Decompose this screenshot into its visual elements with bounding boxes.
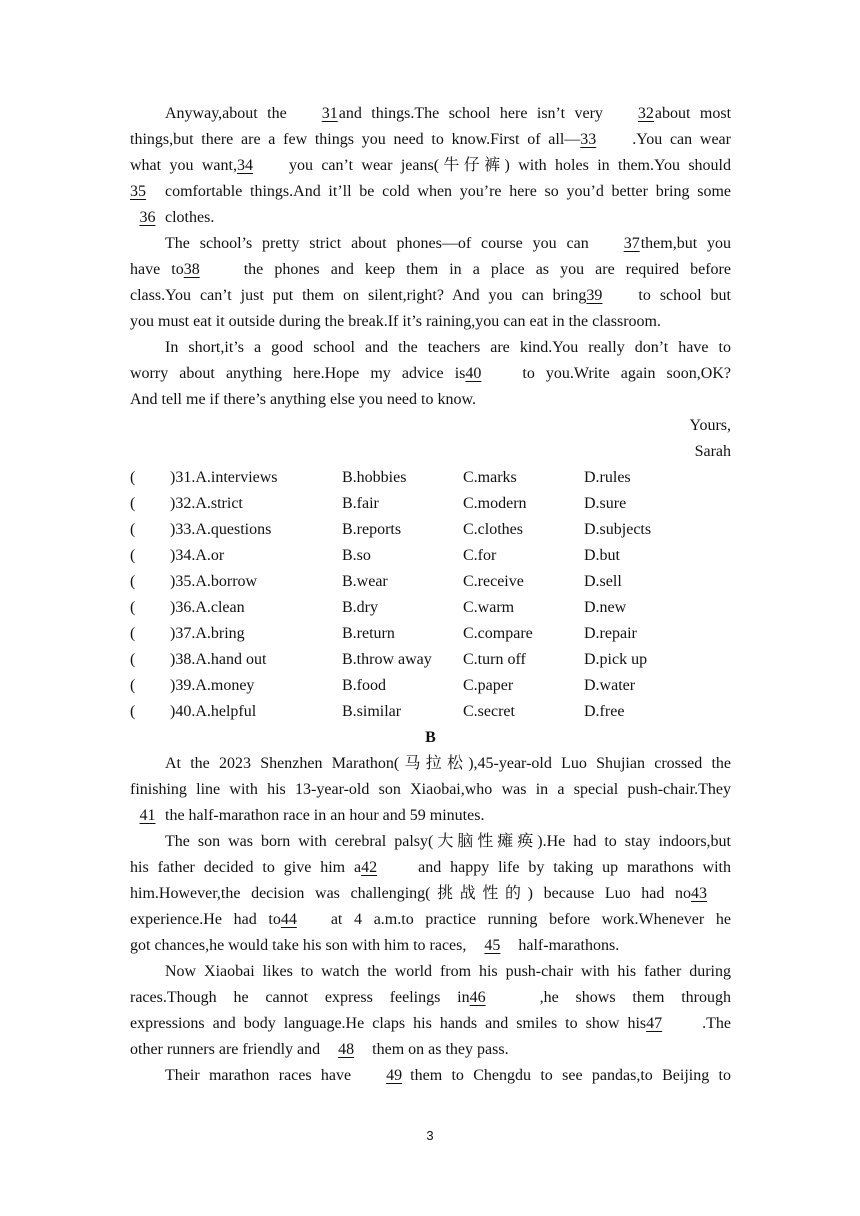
option-row bbox=[130, 621, 731, 647]
text-line bbox=[130, 1011, 731, 1037]
text-run: Their marathon races have bbox=[165, 1067, 352, 1084]
text-run: races.Though he cannot express feelings in bbox=[130, 989, 470, 1006]
option-c: C.warm bbox=[463, 599, 515, 616]
blank-38: 38 bbox=[183, 261, 200, 278]
text-line bbox=[130, 127, 731, 153]
text-line bbox=[130, 283, 731, 309]
page-number: 3 bbox=[426, 1128, 434, 1143]
blank-41: 41 bbox=[139, 807, 156, 824]
blank-46: 46 bbox=[469, 989, 486, 1006]
answer-paren: ( bbox=[130, 651, 136, 668]
answer-paren: ( bbox=[130, 521, 136, 538]
text-run: class.You can’t just put them on silent,right? And you can bring bbox=[130, 287, 587, 304]
blank-33: 33 bbox=[580, 131, 597, 148]
paragraph bbox=[130, 829, 731, 959]
option-b: B.similar bbox=[342, 703, 402, 720]
text-line bbox=[130, 855, 731, 881]
text-run: and things.The school here isn’t very bbox=[338, 105, 603, 122]
text-line bbox=[130, 361, 731, 387]
answer-paren: ( bbox=[130, 599, 136, 616]
text-run: about most bbox=[654, 105, 732, 122]
blank-45: 45 bbox=[484, 937, 501, 954]
section-b-title: B bbox=[425, 729, 436, 746]
option-d: D.free bbox=[584, 703, 625, 720]
text-line bbox=[130, 153, 731, 179]
option-d: D.sell bbox=[584, 573, 622, 590]
text-run: And tell me if there’s anything else you need to know. bbox=[130, 391, 476, 408]
option-d: D.repair bbox=[584, 625, 637, 642]
text-line bbox=[130, 907, 731, 933]
blank-36: 36 bbox=[139, 209, 156, 226]
text-run: expressions and body language.He claps his hands and smiles to show his bbox=[130, 1015, 647, 1032]
text-run: .The bbox=[702, 1015, 731, 1032]
option-c: C.secret bbox=[463, 703, 515, 720]
option-a: )31.A.interviews bbox=[170, 469, 278, 486]
option-row bbox=[130, 517, 731, 543]
text-run: The school’s pretty strict about phones—of course you can bbox=[165, 235, 589, 252]
option-a: )34.A.or bbox=[170, 547, 225, 564]
text-run: the phones and keep them in a place as you are required before bbox=[243, 261, 731, 278]
text-run: the half-marathon race in an hour and 59 minutes. bbox=[165, 807, 485, 824]
option-row bbox=[130, 543, 731, 569]
option-a: )40.A.helpful bbox=[170, 703, 257, 720]
option-b: B.dry bbox=[342, 599, 378, 616]
text-run: worry about anything here.Hope my advice is bbox=[130, 365, 466, 382]
option-b: B.hobbies bbox=[342, 469, 407, 486]
blank-35: 35 bbox=[130, 183, 146, 200]
text-run: Now Xiaobai likes to watch the world from his push-chair with his father during bbox=[165, 963, 731, 980]
signature: Sarah bbox=[694, 443, 731, 460]
option-row bbox=[130, 647, 731, 673]
option-a: )33.A.questions bbox=[170, 521, 272, 538]
answer-paren: ( bbox=[130, 469, 136, 486]
text-run: his father decided to give him a bbox=[130, 859, 362, 876]
option-c: C.modern bbox=[463, 495, 527, 512]
text-run: At the 2023 Shenzhen Marathon(马拉松),45-year-old Luo Shujian crossed the bbox=[165, 755, 731, 772]
closing: Yours, bbox=[689, 417, 731, 434]
text-run: what you want, bbox=[130, 157, 237, 174]
text-line bbox=[130, 881, 731, 907]
text-line bbox=[130, 309, 731, 335]
option-d: D.water bbox=[584, 677, 636, 694]
text-run: clothes. bbox=[165, 209, 215, 226]
option-row bbox=[130, 569, 731, 595]
text-run: have to bbox=[130, 261, 184, 278]
blank-48: 48 bbox=[338, 1041, 355, 1058]
option-c: C.clothes bbox=[463, 521, 523, 538]
blank-47: 47 bbox=[646, 1015, 663, 1032]
option-row bbox=[130, 491, 731, 517]
option-d: D.new bbox=[584, 599, 627, 616]
text-run: finishing line with his 13-year-old son Xiaobai,who was in a special push-chair.They bbox=[130, 781, 731, 798]
text-line bbox=[130, 829, 731, 855]
text-run: other runners are friendly and bbox=[130, 1041, 321, 1058]
answer-paren: ( bbox=[130, 547, 136, 564]
paragraph bbox=[130, 959, 731, 1063]
passage-a bbox=[130, 101, 731, 465]
option-a: )35.A.borrow bbox=[170, 573, 258, 590]
option-row bbox=[130, 673, 731, 699]
answer-paren: ( bbox=[130, 573, 136, 590]
paragraph bbox=[130, 335, 731, 413]
text-line bbox=[130, 231, 731, 257]
text-run: you must eat it outside during the break.If it’s raining,you can eat in the classroom. bbox=[130, 313, 661, 330]
text-line bbox=[130, 1063, 731, 1089]
option-d: D.sure bbox=[584, 495, 627, 512]
option-b: B.fair bbox=[342, 495, 379, 512]
text-run: Anyway,about the bbox=[165, 105, 287, 122]
text-run: you can’t wear jeans(牛仔裤) with holes in them.You should bbox=[288, 157, 731, 174]
text-run: them to Chengdu to see pandas,to Beijing to bbox=[410, 1067, 731, 1084]
option-c: C.turn off bbox=[463, 651, 526, 668]
answer-paren: ( bbox=[130, 625, 136, 642]
option-a: )37.A.bring bbox=[170, 625, 245, 642]
blank-31: 31 bbox=[321, 105, 338, 122]
option-b: B.food bbox=[342, 677, 386, 694]
option-b: B.throw away bbox=[342, 651, 432, 668]
option-row bbox=[130, 699, 731, 725]
text-run: them,but you bbox=[640, 235, 732, 252]
text-line bbox=[130, 933, 731, 959]
text-run: and happy life by taking up marathons with bbox=[418, 859, 732, 876]
option-d: D.subjects bbox=[584, 521, 652, 538]
text-line bbox=[130, 387, 731, 413]
option-c: C.paper bbox=[463, 677, 514, 694]
option-c: C.marks bbox=[463, 469, 517, 486]
options-table bbox=[130, 465, 731, 725]
blank-44: 44 bbox=[280, 911, 297, 928]
option-b: B.so bbox=[342, 547, 371, 564]
blank-43: 43 bbox=[691, 885, 707, 902]
text-run: them on as they pass. bbox=[372, 1041, 509, 1058]
text-line bbox=[130, 335, 731, 361]
blank-49: 49 bbox=[386, 1067, 403, 1084]
blank-37: 37 bbox=[623, 235, 640, 252]
option-d: D.pick up bbox=[584, 651, 648, 668]
option-a: )38.A.hand out bbox=[170, 651, 267, 668]
option-b: B.wear bbox=[342, 573, 388, 590]
option-b: B.reports bbox=[342, 521, 402, 538]
text-line bbox=[130, 101, 731, 127]
text-run: ,he shows them through bbox=[539, 989, 731, 1006]
text-line bbox=[130, 777, 731, 803]
passage-b bbox=[130, 751, 731, 1089]
text-run: things,but there are a few things you need to know.First of all— bbox=[130, 131, 581, 148]
blank-34: 34 bbox=[236, 157, 253, 174]
option-a: )36.A.clean bbox=[170, 599, 245, 616]
option-c: C.receive bbox=[463, 573, 524, 590]
text-run: In short,it’s a good school and the teachers are kind.You really don’t have to bbox=[165, 339, 731, 356]
text-run: experience.He had to bbox=[130, 911, 281, 928]
option-row bbox=[130, 595, 731, 621]
answer-paren: ( bbox=[130, 703, 136, 720]
option-c: C.compare bbox=[463, 625, 533, 642]
paragraph bbox=[130, 1063, 731, 1089]
text-run: to school but bbox=[638, 287, 731, 304]
blank-39: 39 bbox=[586, 287, 603, 304]
option-row bbox=[130, 465, 731, 491]
text-run: half-marathons. bbox=[518, 937, 620, 954]
text-run: at 4 a.m.to practice running before work.Whenever he bbox=[330, 911, 732, 928]
text-run: comfortable things.And it’ll be cold when you’re here so you’d better bring some bbox=[165, 183, 731, 200]
text-line bbox=[130, 1037, 731, 1063]
option-c: C.for bbox=[463, 547, 497, 564]
paragraph bbox=[130, 231, 731, 335]
text-run: .You can wear bbox=[632, 131, 731, 148]
option-b: B.return bbox=[342, 625, 395, 642]
option-a: )39.A.money bbox=[170, 677, 255, 694]
answer-paren: ( bbox=[130, 495, 136, 512]
text-run: him.However,the decision was challenging(挑战性的) because Luo had no bbox=[130, 885, 691, 902]
text-line bbox=[130, 985, 731, 1011]
text-line bbox=[130, 751, 731, 777]
option-d: D.rules bbox=[584, 469, 631, 486]
blank-32: 32 bbox=[637, 105, 654, 122]
text-run: The son was born with cerebral palsy(大脑性瘫痪).He had to stay indoors,but bbox=[165, 833, 731, 850]
option-a: )32.A.strict bbox=[170, 495, 243, 512]
text-line bbox=[130, 205, 731, 231]
option-d: D.but bbox=[584, 547, 620, 564]
text-line bbox=[130, 257, 731, 283]
answer-paren: ( bbox=[130, 677, 136, 694]
document-page bbox=[130, 101, 731, 1089]
blank-42: 42 bbox=[361, 859, 378, 876]
text-line bbox=[130, 179, 731, 205]
text-line bbox=[130, 803, 731, 829]
paragraph bbox=[130, 101, 731, 231]
text-line bbox=[130, 959, 731, 985]
text-run: to you.Write again soon,OK? bbox=[522, 365, 731, 382]
blank-40: 40 bbox=[465, 365, 482, 382]
paragraph bbox=[130, 751, 731, 829]
text-run: got chances,he would take his son with him to races, bbox=[130, 937, 467, 954]
